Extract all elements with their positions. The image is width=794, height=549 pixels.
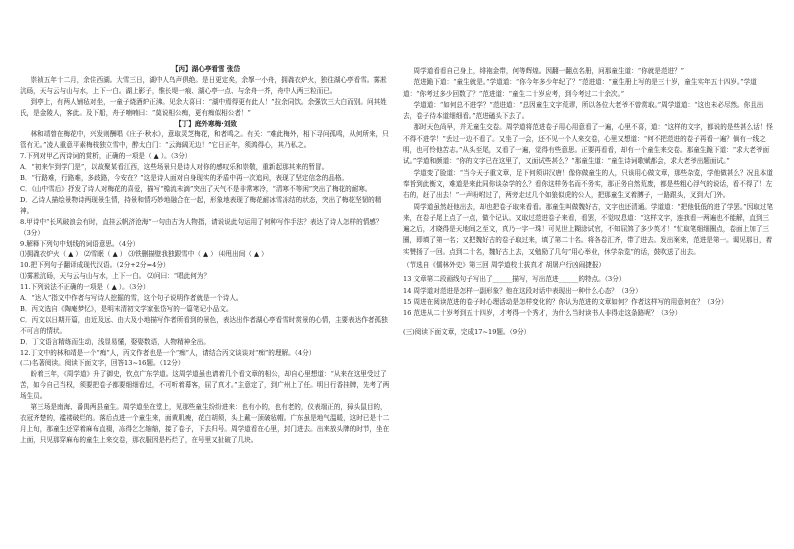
question-11-option-c: C．丙文以日期开篇，由近及远、由大及小地描写作者所看到的景色，表达出作者湖心亭看雪时赏景的心情，主要表达作者孤独不可言的情状。: [20, 315, 388, 335]
question-10-items: ⑴雾凇沆砀，天与云与山与水，上下一白。 ⑵问曰：“唱此何为？: [20, 272, 211, 281]
part-3-heading: (三)阅读下面文章，完成17~19题。（9分）: [403, 327, 531, 336]
question-7-option-b: B．“行路难，行路难，多歧路，今安在？”这是诗人面对自身现实的矛盾中再一次追问，表现了坚定信念的品格。: [20, 174, 349, 183]
question-7-option-a: A．“初来乍到学门是”，以故聚某看江西，这些场景只是诗人对你的感叹乐和崇敬，重新起那其来的暂冒。: [20, 163, 329, 172]
left-column: [20, 64, 392, 446]
story-paragraph: 学道道：“如何总不进学？”范进道：“总因童生文字荒谬，所以各位大老爷不曾赏取。”周学道道：“这也未必尽然。你且出去，卷子待本道细细看。”范进磕头下去了。: [403, 100, 764, 121]
question-16: 16 范进从二十岁考到五十四岁，才考得一个秀才，为什么当时读书人非得走这条路呢？（3分）: [403, 309, 682, 318]
story-paragraph: 周学道看看自己身上，绯袍金带，何等辉煌。因翻一翻点名册，问那童生道：“你就是范进？”: [413, 67, 685, 75]
question-11-option-a: A．“达人”指文中作者与写诗人挖掘的雪，这个句子说明作者就是一个诗人。: [20, 294, 243, 303]
question-9-items: ⑴拥毳衣炉火（ ▲ ） ⑵雪眠（ ▲ ） ⑶铁删描壁我独跟雪中（ ▲ ） ⑷甩出间（ ▲ ）: [20, 250, 268, 259]
passage-paragraph: 到亭上，有两人铺毡对坐，一童子烧酒炉正沸。见余大喜曰：“湖中焉得更有此人！”拉余同饮。余强饮三大白而别。问其姓氏，是金陵人，客此。及下船，舟子喃喃曰：“莫说相公痴，更有痴似相公者！”: [20, 97, 387, 117]
part-2-heading: (二)名著阅读。阅读下面文字，回答13~16题。（12分）: [20, 359, 185, 368]
passage-paragraph: 林和靖曾在梅花中，兴发则酬唱《庄子·秋水》，意取灵芝梅花，和者鸣之。有关：“难此梅外，相下寻问孤鸣，从何所来，只管有无。”凌人重意平素梅枝独立雪中，醉太白门：“云海阔无边！”它日正年，须鸿得心，其乃私之。: [20, 130, 389, 150]
story-paragraph: 盼着三年，《周学道》升了御史，钦点广东学道。这周学道虽也请着几个看文章的相公，却自心里想道：“从来在这里受过了苦，如今自己当权，须要把卷子都要细细看过，不可听着幕客，屈了真才。”主意定了，到广州上了任。明日行香挂牌，先考了两场生员。: [20, 370, 390, 401]
question-9: 9.解释下列句中划线的词语意思。（4分）: [20, 239, 140, 248]
story-paragraph: 那时天色尚早，并无童生交卷。周学道将范进卷子用心用意看了一遍，心里不喜，道：“这样的文字，都说的是些甚么话！怪不得不进学！”丢过一边不看了。又坐了一会，还不见一个人来交卷，心里又想道：“何不把范进的卷子再看一遍？倘有一线之明，也可怜他苦志。”从头至尾，又看了一遍，觉得有些意思。正要再看看，却有一个童生来交卷。那童生跪下道：“求大老爷面试。”学道和颜道：“你的文字已在这里了，又面试些甚么？”那童生道：“童生诗词歌赋都会，求大老爷出题面试。”: [403, 123, 773, 166]
question-13: 13 文章第二段画线句子写出了______描写，写出范进______的特点。（3分）: [403, 275, 626, 284]
question-12: 12.丁文中的林和靖是一个“痴”人，丙文作者也是一个“痴”人，请结合丙文谈谈对“痴”的理解。（4分）: [20, 348, 316, 357]
section-title-ding: 【丁】庭外寒梅·刘致: [175, 119, 237, 128]
question-11: 11.下列说法不正确的一项是（ ▲ ）。（3分）: [20, 283, 150, 292]
right-column: [403, 66, 775, 338]
story-paragraph: 学道变了脸道：“当今天子重文章，足下何须讲汉唐！像你做童生的人，只该用心做文章，那些杂览，学他做甚么？况且本道奉旨到此衡文，难道是来此同你谈杂学的么？看你这样务名而不务实，那正务自然荒废，都是些粗心浮气的说话，看不得了！左右的，赶了出去！”一声吩咐过了，两旁走过几个如狼似虎的公人，把那童生叉着膊子，一路跟头，叉到大门外。: [403, 168, 773, 200]
section-title-bing: 【丙】湖心亭看雪 张岱: [171, 65, 241, 73]
question-10: 10.把下列句子翻译成现代汉语。（2分+2分=4分）: [20, 261, 170, 270]
question-15: 15 周进在阅读范进的卷子时心理活动是怎样变化的？你认为范进的文章如何？作者这样写的用意何在？（3分）: [403, 297, 728, 306]
passage-paragraph: 崇祯五年十二月，余住西湖。大雪三日，湖中人鸟声俱绝。是日更定矣，余挐一小舟，拥毳衣炉火，独往湖心亭看雪。雾凇沆砀，天与云与山与水，上下一白。湖上影子，惟长堤一痕、湖心亭一点、与余舟一芥，舟中人两三粒而已。: [20, 75, 387, 95]
question-14: 14 周学道对范进是怎样一副形象？他在这段对话中表现出一种什么心态？（3分）: [403, 286, 642, 295]
story-paragraph: 范进跪下道：“童生就是。”学道道：“你今年多少年纪了？”范进道：“童生册上写的是三十岁，童生实年五十四岁。”学道道：“你考过多少回数了？”范进道：“童生二十岁应考，到今考过二十余次。”: [403, 78, 757, 98]
question-7: 7.下列对甲乙丙诗词的赏析，正确的一项是（ ▲ ）。（3分）: [20, 152, 192, 161]
question-7-option-c: C．《山中雪后》抒发了诗人对梅花的喜爱，描写“檐流未滴”突出了天气不是非常寒冷，“清寒不等闲”突出了梅花的耐寒。: [20, 184, 372, 193]
question-7-option-d: D．乙诗人描绘景物诗两现景生情，持景和情巧妙地融合在一起，形象地表现了梅花耐冰雪冻结的状态，突出了梅花坚韧的精神。: [20, 195, 382, 215]
story-paragraph: 周学道虽然赶他出去，却也把卷子取来看看。那童生叫做魏好古，文字也还清通。学道道：“把他低低的进了学罢。”因取过笔来，在卷子尾上点了一点，做个记认。又取过范进卷子来看，看罢，不觉叹息道：“这样文字，连我看一两遍也不能解，直到三遍之后，才晓得是天地间之至文，真乃一字一珠！可见世上糊涂试官，不知屈煞了多少英才！”忙取笔细细圈点，卷面上加了三圈，即填了第一名；又把魏好古的卷子取过来，填了第二十名。将各卷汇齐，带了进去。发出案来，范进是第一。谒见那日，着实赞扬了一回。点到二十名，魏好古上去，又勉励了几句“用心举业，休学杂览”的话，鼓吹送了出去。: [403, 202, 774, 256]
story-paragraph: 第三场是南海、番禺两县童生。周学道坐在堂上，见那些童生纷纷进来：也有小的，也有老的，仪表端正的，獐头鼠目的，衣冠齐楚的，褴褛破烂的。落后点进一个童生来，面黄肌瘦，花白胡须，头上戴一顶破毡帽。广东虽是地气温暖，这时已是十二月上旬，那童生还穿着麻布直裰，冻得乞乞缩缩，接了卷子，下去归号。周学道看在心里，封门进去。出来放头牌的时节，坐在上面，只见那穿麻布的童生上来交卷，那衣服因是朽烂了，在号里又扯破了几块。: [20, 403, 390, 444]
question-11-option-b: B．丙文选自《陶庵梦忆》，是明末清初文学家张岱写的一篇笔记小品文。: [20, 304, 233, 313]
question-8: 8.甲诗中“长风破浪会有时，直挂云帆济沧海”一句由古为人物指，请说说此句运用了何种写作手法？表达了诗人怎样的情感？（3分）: [20, 217, 383, 237]
question-11-option-d: D．丁文语言精练而生动，浅显易懂，娶娶数语，人物精神全出。: [20, 337, 210, 346]
excerpt-source: （节选自《儒林外史》第三回 周学道校士拔真才 胡屠户行凶闹捷报）: [403, 261, 606, 270]
